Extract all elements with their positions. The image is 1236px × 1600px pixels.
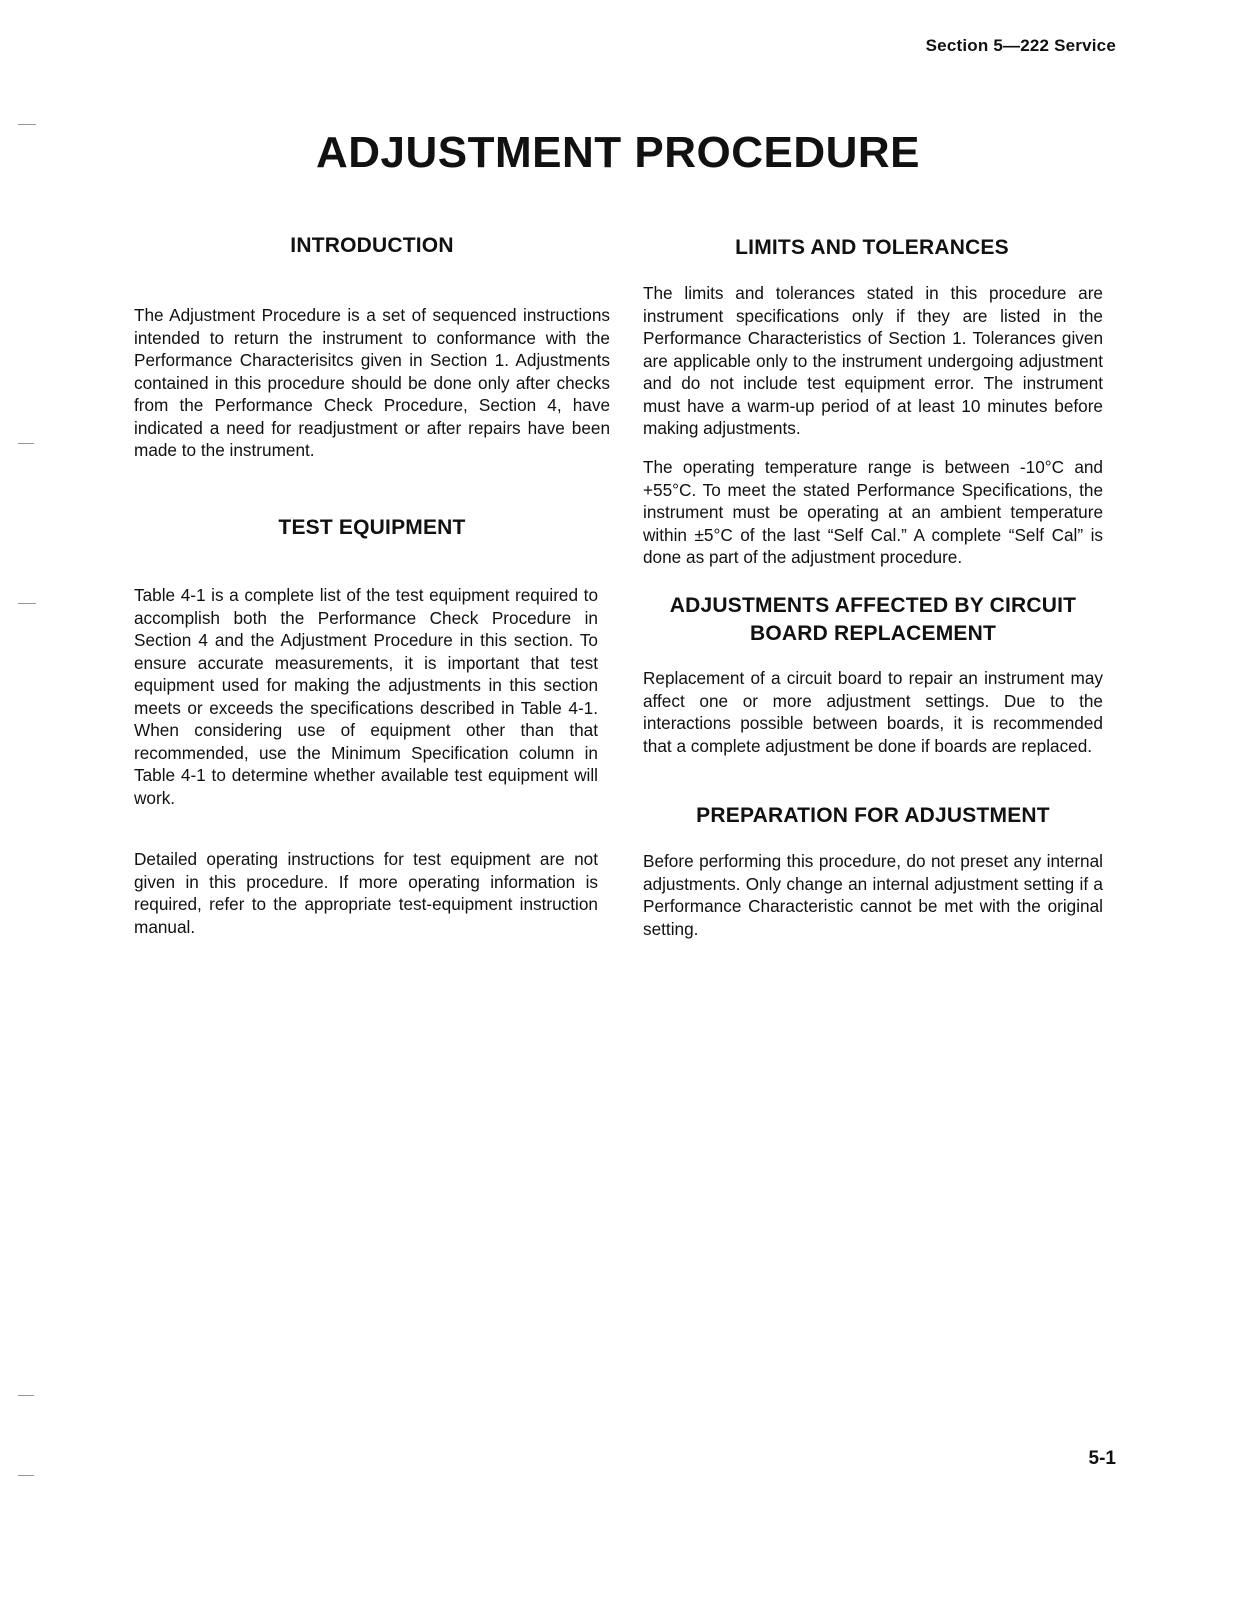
test-equipment-paragraph-1: Table 4-1 is a complete list of the test equipment required to accomplish both the Performance Check Procedure in Section 4 and the Adjustment Procedure in this section. To ensure accurate measurements, it is important that test equipment used for making the adjustments in this section meets or exceeds the specifications described in Table 4-1. When considering use of equipment other than that recommended, use the Minimum Specification column in Table 4-1 to determine whether available test equipment will work. <box>134 585 598 808</box>
scan-margin-mark <box>18 1395 34 1396</box>
introduction-paragraph: The Adjustment Procedure is a set of sequenced instructions intended to return the instrument to conformance with the Performance Characterisitcs given in Section 1. Adjustments contained in this procedure should be done only after checks from the Performance Check Procedure, Section 4, have indicated a need for readjustment or after repairs have been made to the instrument. <box>134 305 610 460</box>
board-replacement-heading-line-2: BOARD REPLACEMENT <box>749 622 997 645</box>
scan-margin-mark <box>18 124 36 125</box>
preparation-heading: PREPARATION FOR ADJUSTMENT <box>696 804 1050 827</box>
limits-heading: LIMITS AND TOLERANCES <box>735 236 1009 259</box>
board-replacement-paragraph: Replacement of a circuit board to repair an instrument may affect one or more adjustment settings. Due to the interactions possible between boards, it is recommended that a complete adjustment be done if boards are replaced. <box>643 668 1103 756</box>
introduction-heading: INTRODUCTION <box>290 234 454 257</box>
scan-margin-mark <box>18 443 34 444</box>
test-equipment-heading: TEST EQUIPMENT <box>278 516 466 539</box>
scan-margin-mark <box>18 1475 34 1476</box>
page-title: ADJUSTMENT PROCEDURE <box>315 128 921 177</box>
preparation-paragraph: Before performing this procedure, do not preset any internal adjustments. Only change an internal adjustment setting if a Performance Characteristic cannot be met with the original setting. <box>643 851 1103 939</box>
scan-margin-mark <box>18 603 36 604</box>
test-equipment-paragraph-2: Detailed operating instructions for test equipment are not given in this procedure. If more operating information is required, refer to the appropriate test-equipment instruction manual. <box>134 849 598 937</box>
section-header: Section 5—222 Service <box>925 36 1116 55</box>
board-replacement-heading <box>643 592 1103 648</box>
board-replacement-heading-line-1: ADJUSTMENTS AFFECTED BY CIRCUIT <box>669 594 1077 617</box>
limits-paragraph-1: The limits and tolerances stated in this procedure are instrument specifications only if they are listed in the Performance Characteristics of Section 1. Tolerances given are applicable only to the instrument undergoing adjustment and do not include test equipment error. The instrument must have a warm-up period of at least 10 minutes before making adjustments. <box>643 283 1103 438</box>
page-number: 5-1 <box>1088 1448 1116 1469</box>
limits-paragraph-2: The operating temperature range is between -10°C and +55°C. To meet the stated Performance Specifications, the instrument must be operating at an ambient temperature within ±5°C of the last “Self Cal.” A complete “Self Cal” is done as part of the adjustment procedure. <box>643 457 1103 567</box>
